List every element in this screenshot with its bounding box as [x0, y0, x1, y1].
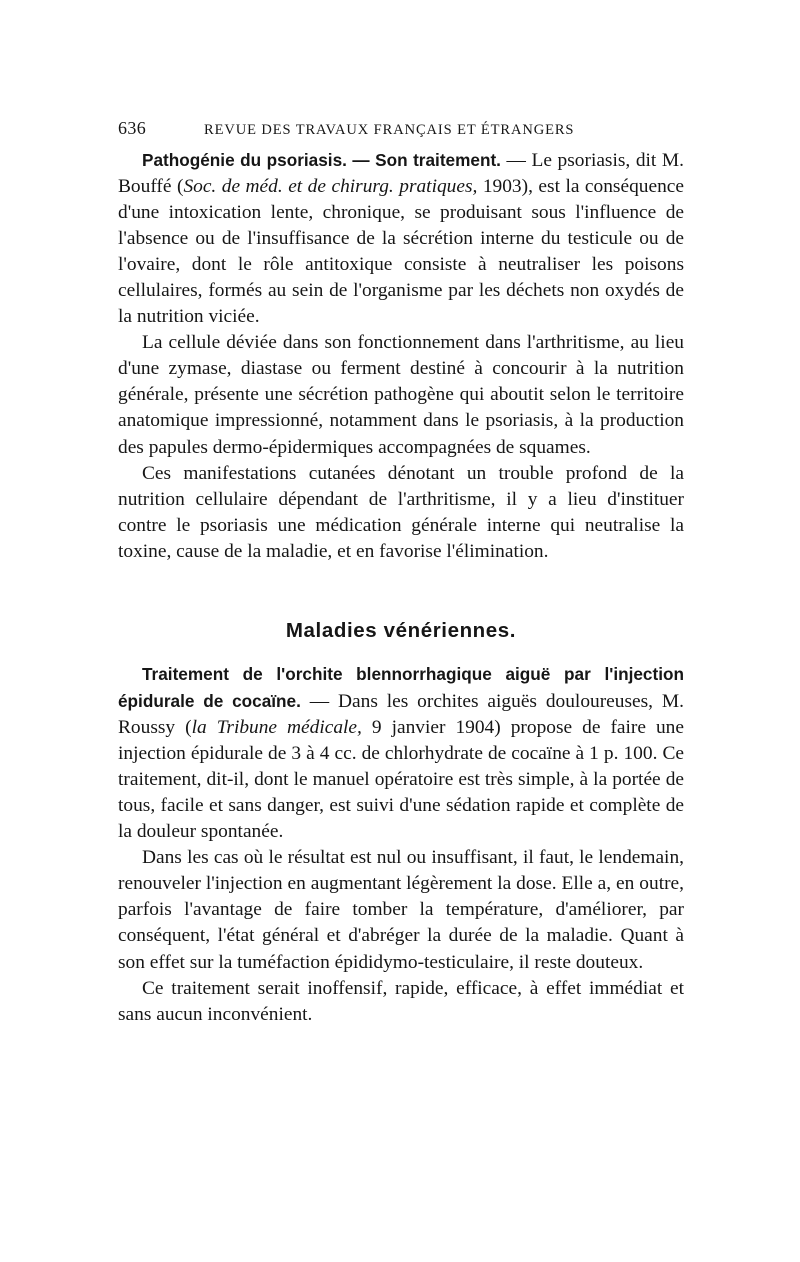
source-citation: Soc. de méd. et de chirurg. pratiques,	[183, 176, 478, 198]
paragraph-text: — Dans les orchites aiguës douloureuses, M. Roussy (	[118, 691, 684, 739]
section-heading: Maladies vénériennes.	[285, 619, 517, 642]
article-paragraph	[118, 661, 684, 845]
source-citation: la Tribune médicale,	[191, 717, 362, 739]
article-paragraph: La cellule déviée dans son fonctionnement dans l'arthritisme, au lieu d'une zymase, diastase ou ferment destiné à concourir à la nutrition générale, présente une sécrétion pathogène qui aboutit selon le territoire anatomique impressionné, notamment dans le psoriasis, à la production des papules dermo-épidermiques accompagnées de squames.	[118, 332, 684, 458]
article-paragraph: Dans les cas où le résultat est nul ou insuffisant, il faut, le lendemain, renouveler l'injection en augmentant légèrement la dose. Elle a, en outre, parfois l'avantage de faire tomber la température, d'améliorer, par conséquent, l'état général et d'abréger la durée de la maladie. Quant à son effet sur la tuméfaction épididymo-testiculaire, il reste douteux.	[118, 847, 684, 973]
article-paragraph: Ces manifestations cutanées dénotant un trouble profond de la nutrition cellulaire dépendant de l'arthritisme, il y a lieu d'instituer contre le psoriasis une médication générale interne qui neutralise la toxine, cause de la maladie, et en favorise l'élimination.	[118, 462, 684, 562]
running-head	[118, 118, 688, 139]
article-title: Traitement de l'orchite blennorrhagique aiguë par l'injection épidurale de cocaïne.	[118, 664, 684, 712]
article-orchite	[118, 661, 684, 1028]
article-paragraph	[118, 147, 684, 330]
article-paragraph: Ce traitement serait inoffensif, rapide, efficace, à effet immédiat et sans aucun inconvénient.	[118, 977, 684, 1025]
paragraph-text: — Le psoriasis, dit M. Bouffé (	[118, 150, 684, 198]
paragraph-text: 1903), est la conséquence d'une intoxication lente, chronique, se produisant sous l'influence de l'absence ou de l'insuffisance de la sécrétion interne du testicule ou de l'ovaire, dont le rôle antitoxique consiste à neutraliser les poisons cellulaires, formés au sein de l'organisme par les déchets non oxydés de la nutrition viciée.	[118, 176, 684, 328]
article-psoriasis	[118, 147, 684, 565]
page-number: 636	[118, 118, 147, 138]
article-title: Pathogénie du psoriasis. — Son traitement.	[142, 150, 501, 170]
paragraph-text: 9 janvier 1904) propose de faire une injection épidurale de 3 à 4 cc. de chlorhydrate de cocaïne à 1 p. 100. Ce traitement, dit-il, dont le manuel opératoire est très simple, à la portée de tous, facile et sans danger, est suivi d'une sédation rapide et complète de la douleur spontanée.	[118, 717, 684, 843]
running-title: REVUE DES TRAVAUX FRANÇAIS ET ÉTRANGERS	[204, 122, 575, 138]
